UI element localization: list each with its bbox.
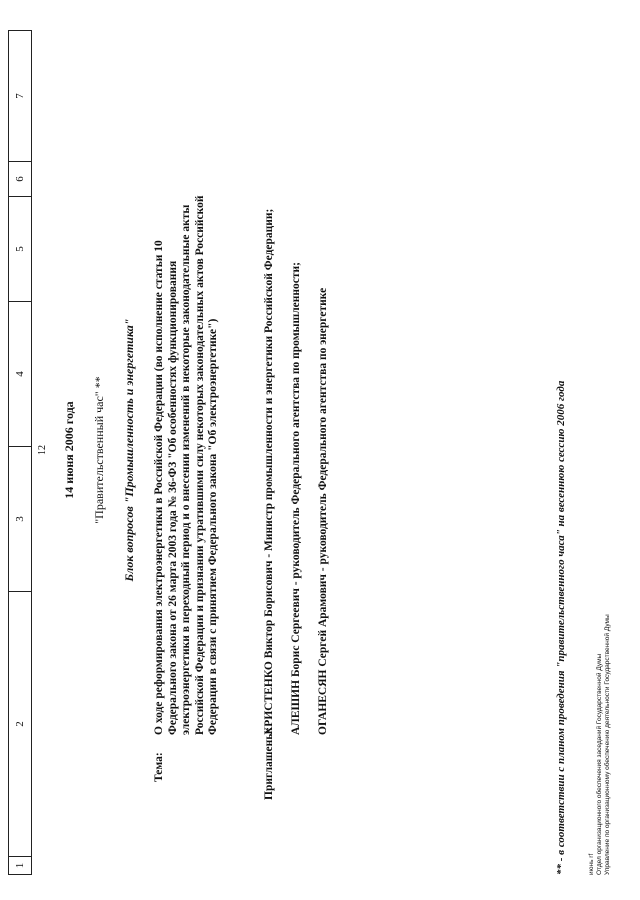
column-number: 3 [9,446,31,591]
topic-text [153,175,221,735]
footer-line: июнь rf [588,853,595,875]
block-title: Блок вопросов "Промышленность и энергетика" [122,318,136,582]
page-number: 12 [37,445,48,455]
topic-line: Федерации в связи с принятием Федерального закона "Об электроэнергетике") [207,318,219,735]
document-footer [588,614,612,875]
invited-person: ОГАНЕСЯН Сергей Арамович - руководитель Федерального агентства по энергетике [317,287,329,735]
topic-label: Тема: [153,752,165,782]
topic-line: электроэнергетики в переходный период и о внесении изменений в некоторые законодательные акты [180,204,192,735]
invited-list [263,135,344,735]
column-number-header [8,30,32,875]
session-date: 14 июня 2006 года [62,401,76,499]
footer-line: Отдел организационного обеспечения заседаний Государственной Думы [596,653,603,875]
column-number: 4 [9,301,31,446]
invited-person: АЛЕШИН Борис Сергеевич - руководитель Федерального агентства по промышленности; [290,262,302,735]
topic-line: Федерального закона от 26 марта 2003 года № 36-ФЗ "Об особенностях функционирования [166,260,179,735]
column-number: 1 [9,856,31,874]
session-title: "Правительственный час" ** [92,376,106,524]
footer-line: Управление по организационному обеспечению деятельности Государственной Думы [604,614,611,875]
column-number: 5 [9,196,31,301]
topic-line: О ходе реформирования электроэнергетики в Российской Федерации (во исполнение статьи 10 [153,240,165,735]
invited-label: Приглашены: [263,726,275,800]
column-number: 6 [9,161,31,196]
invited-person: ХРИСТЕНКО Виктор Борисович - Министр промышленности и энергетики Российской Федерации; [263,208,275,735]
topic-line: Российской Федерации и признании утратившими силу некоторых законодательных актов Российской [193,195,206,735]
column-number: 2 [9,591,31,856]
column-number: 7 [14,93,26,99]
footnote: ** - в соответствии с планом проведения "правительственного часа" на весеннюю сессию 2006 года [555,380,567,875]
